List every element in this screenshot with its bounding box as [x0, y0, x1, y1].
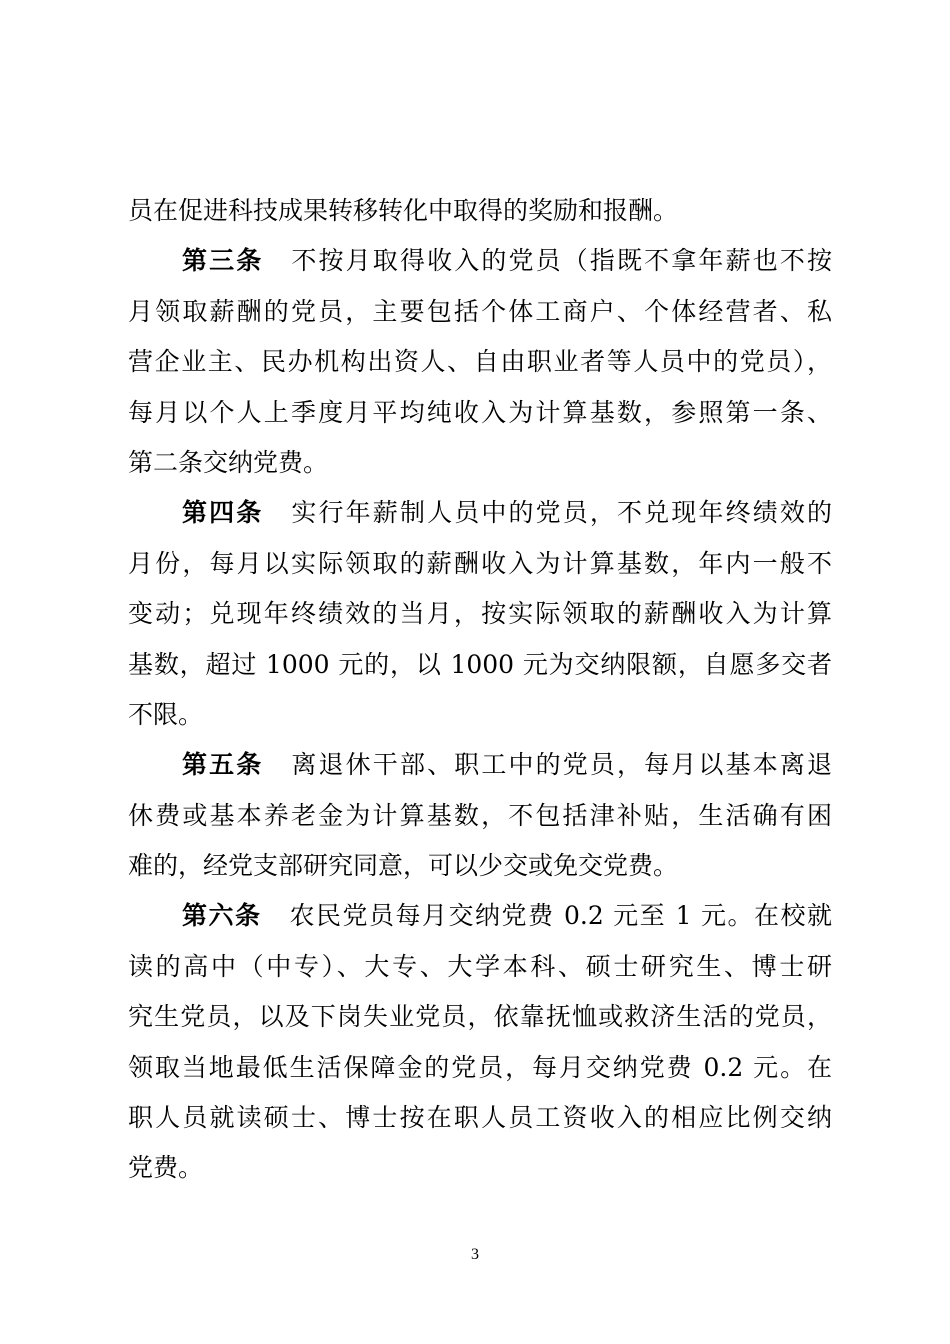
document-body	[128, 186, 832, 1194]
article-5-first-line	[128, 740, 832, 790]
text-line: 营企业主、民办机构出资人、自由职业者等人员中的党员），	[128, 347, 832, 377]
text-line: 读的高中（中专）、大专、大学本科、硕士研究生、博士研	[128, 951, 832, 981]
text-line: 职人员就读硕士、博士按在职人员工资收入的相应比例交纳	[128, 1103, 832, 1133]
article-6-first-line	[128, 891, 832, 941]
text-line: 领取当地最低生活保障金的党员，每月交纳党费 0.2 元。在	[128, 1052, 832, 1082]
text-line: 变动；兑现年终绩效的当月，按实际领取的薪酬收入为计算	[128, 599, 832, 629]
text-line: 究生党员，以及下岗失业党员，依靠抚恤或救济生活的党员，	[128, 1002, 832, 1032]
text-line: 农民党员每月交纳党费 0.2 元至 1 元。在校就	[289, 901, 832, 931]
text-line: 难的，经党支部研究同意，可以少交或免交党费。	[128, 851, 679, 881]
text-line: 月领取薪酬的党员，主要包括个体工商户、个体经营者、私	[128, 296, 832, 326]
article-4-first-line	[128, 488, 832, 538]
article-3-heading: 第三条	[182, 246, 264, 276]
text-line: 实行年薪制人员中的党员，不兑现年终绩效的	[291, 498, 832, 528]
article-5-heading: 第五条	[182, 750, 264, 780]
text-line: 第二条交纳党费。	[128, 447, 329, 477]
text-line: 月份，每月以实际领取的薪酬收入为计算基数，年内一般不	[128, 548, 832, 578]
text-line: 离退休干部、职工中的党员，每月以基本离退	[291, 750, 832, 780]
text-line: 不按月取得收入的党员（指既不拿年薪也不按	[291, 246, 832, 276]
paragraph-continuation	[128, 186, 832, 236]
page-number: 3	[471, 1246, 479, 1263]
text-line: 每月以个人上季度月平均纯收入为计算基数，参照第一条、	[128, 397, 832, 427]
article-4-heading: 第四条	[182, 498, 264, 528]
text-line: 不限。	[128, 699, 204, 729]
text-line: 党费。	[128, 1153, 204, 1183]
article-3-first-line	[128, 236, 832, 286]
text-line: 员在促进科技成果转移转化中取得的奖励和报酬。	[128, 196, 679, 225]
text-line: 休费或基本养老金为计算基数，不包括津补贴，生活确有困	[128, 800, 832, 830]
article-6-heading: 第六条	[182, 901, 262, 931]
text-line: 基数，超过 1000 元的，以 1000 元为交纳限额，自愿多交者	[128, 649, 832, 679]
